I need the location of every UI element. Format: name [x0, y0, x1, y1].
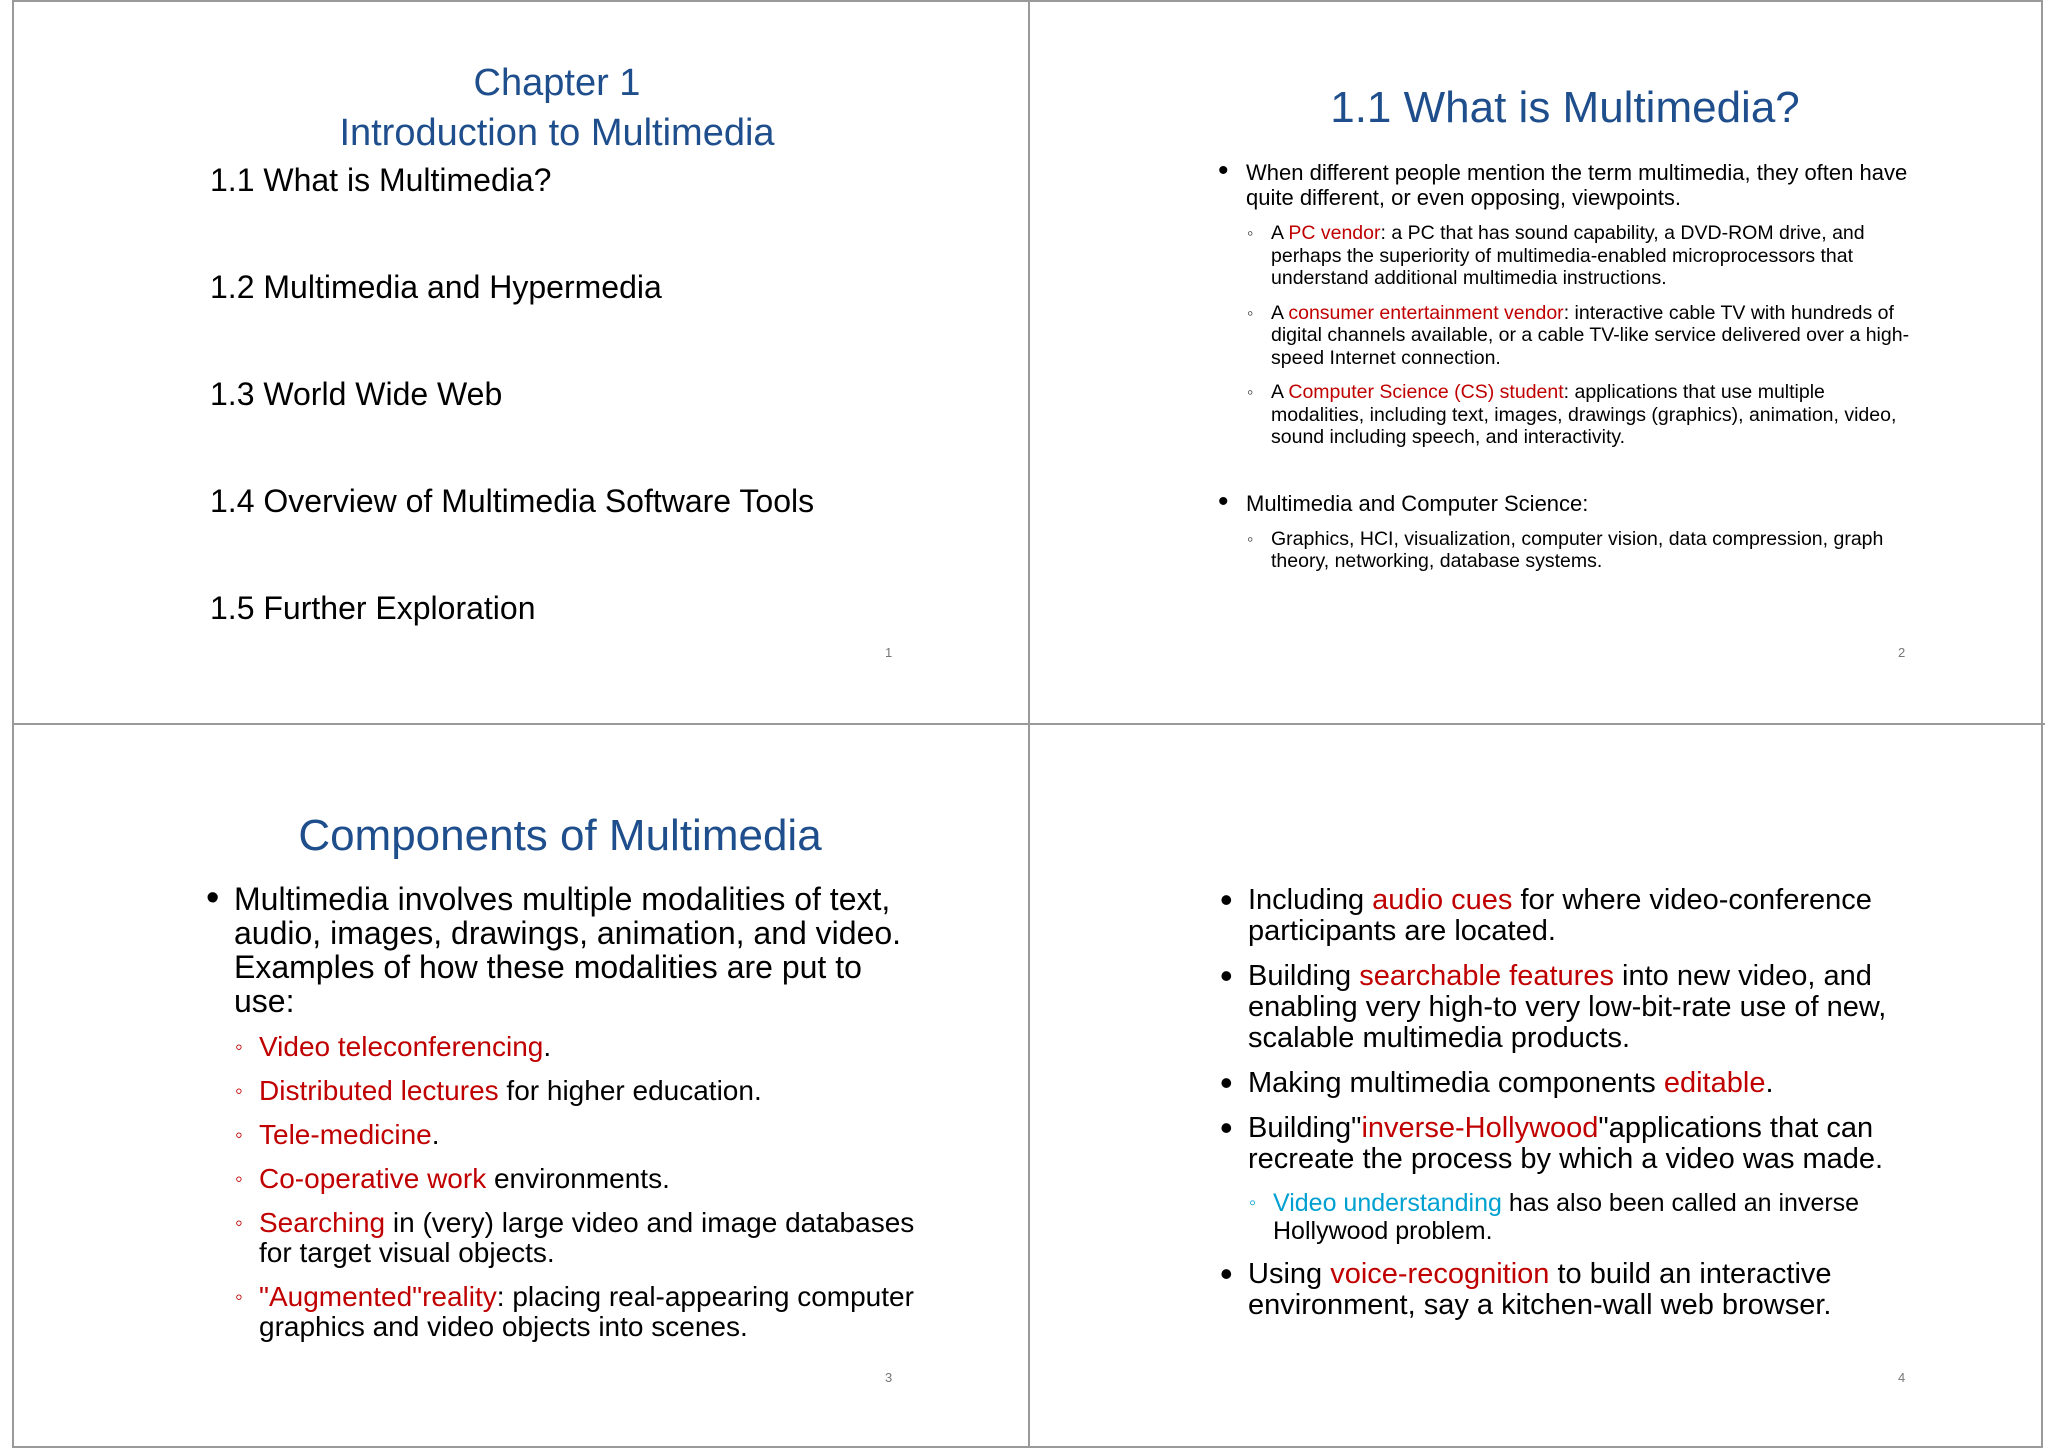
highlight-text: PC vendor [1288, 222, 1381, 244]
text: for higher education. [498, 1075, 762, 1106]
text: in (very) large video and image databases for target visual objects. [259, 1207, 915, 1268]
bullet [1222, 885, 1942, 947]
highlight-text: inverse-Hollywood [1361, 1112, 1599, 1144]
toc-item: 1.4 Overview of Multimedia Software Tools [210, 483, 815, 519]
sub-bullet [1245, 302, 1920, 370]
page-number: 4 [1898, 1370, 1906, 1385]
highlight-text: Computer Science (CS) student [1288, 381, 1564, 403]
bullet: • Multimedia involves multiple modalities of text, audio, images, drawings, animation, and video. Examples of how these modalities are put to use: [208, 882, 928, 1018]
text: for where video-conference participants are located. [1248, 884, 1872, 947]
text: Including [1248, 884, 1373, 916]
text: : interactive cable TV with hundreds of digital channels available, or a cable TV-like service delivered over a high-speed Internet connection. [1271, 301, 1910, 369]
highlight-text: Co-operative work [259, 1163, 487, 1194]
text: Making multimedia components [1248, 1067, 1664, 1099]
text: Building [1248, 960, 1360, 992]
sub-bullet: ◦ Graphics, HCI, visualization, computer vision, data compression, graph theory, networking, database systems. [1245, 528, 1920, 573]
horizontal-divider [14, 723, 2045, 725]
text: into new video, and enabling very high-to very low-bit-rate use of new, scalable multimedia products. [1248, 960, 1887, 1054]
slide-2-body [1220, 160, 1920, 585]
bullet [1222, 961, 1942, 1054]
bullet [1222, 1259, 1942, 1321]
text: . [543, 1031, 552, 1062]
slide-2-title: 1.1 What is Multimedia? [1330, 83, 1800, 132]
text: has also been called an inverse Hollywood problem. [1273, 1189, 1860, 1245]
sub-bullet [1245, 222, 1920, 290]
text: "applications that can recreate the process by which a video was made. [1248, 1112, 1884, 1175]
bullet [1222, 1113, 1942, 1175]
text: : applications that use multiple modalities, including text, images, drawings (graphics), animation, video, sound including speech, and interactivity. [1271, 381, 1897, 448]
bullet: • When different people mention the term multimedia, they often have quite different, or even opposing, viewpoints. [1220, 160, 1920, 210]
toc-item: 1.2 Multimedia and Hypermedia [210, 269, 662, 305]
sub-bullet [233, 1208, 928, 1268]
toc-item: 1.3 World Wide Web [210, 376, 503, 412]
highlight-text: Video teleconferencing [259, 1031, 544, 1062]
slide-1-title-line1: Chapter 1 [473, 62, 641, 104]
text: Building" [1248, 1112, 1362, 1144]
text: environments. [486, 1163, 670, 1194]
highlight-text: editable [1663, 1067, 1766, 1099]
sub-bullet [233, 1282, 928, 1342]
text: Using [1248, 1258, 1331, 1290]
slide-1-title [222, 58, 892, 158]
highlight-text: voice-recognition [1330, 1258, 1550, 1290]
sub-bullet [1247, 1189, 1942, 1245]
slide-3-title: Components of Multimedia [298, 811, 822, 860]
slide-1-toc [210, 160, 814, 695]
text: A [1271, 222, 1289, 244]
text: : a PC that has sound capability, a DVD-ROM drive, and perhaps the superiority of multimedia-enabled microprocessors that understand additional multimedia instructions. [1271, 222, 1865, 289]
text: A [1271, 301, 1289, 324]
highlight-text: audio cues [1372, 884, 1513, 916]
bullet [1222, 1068, 1942, 1099]
text: A [1271, 381, 1289, 403]
sub-bullet [233, 1032, 928, 1062]
highlight-text: Distributed lectures [259, 1075, 499, 1106]
highlight-text: Video understanding [1273, 1189, 1502, 1217]
sub-bullet [233, 1076, 928, 1106]
bullet: • Multimedia and Computer Science: [1220, 491, 1920, 516]
toc-item: 1.5 Further Exploration [210, 590, 536, 626]
text: . [431, 1119, 440, 1150]
text: . [1765, 1067, 1774, 1099]
page-number: 2 [1898, 645, 1906, 660]
slide-4-body [1222, 885, 1942, 1335]
slide-1-title-line2: Introduction to Multimedia [339, 112, 775, 154]
highlight-text: searchable features [1359, 960, 1614, 992]
highlight-text: "Augmented"reality [259, 1281, 497, 1312]
highlight-text: Tele-medicine [259, 1119, 432, 1150]
text: to build an interactive environment, say a kitchen-wall web browser. [1248, 1258, 1832, 1321]
sub-bullet [1245, 381, 1920, 449]
text: : placing real-appearing computer graphics and video objects into scenes. [259, 1281, 914, 1342]
toc-item: 1.1 What is Multimedia? [210, 162, 552, 198]
page-number: 1 [885, 645, 893, 660]
vertical-divider [1028, 2, 1030, 1448]
sub-bullet [233, 1164, 928, 1194]
highlight-text: Searching [259, 1207, 386, 1238]
sub-bullet [233, 1120, 928, 1150]
slide-3-body [208, 882, 928, 1356]
page-number: 3 [885, 1370, 893, 1385]
highlight-text: consumer entertainment vendor [1288, 301, 1564, 324]
